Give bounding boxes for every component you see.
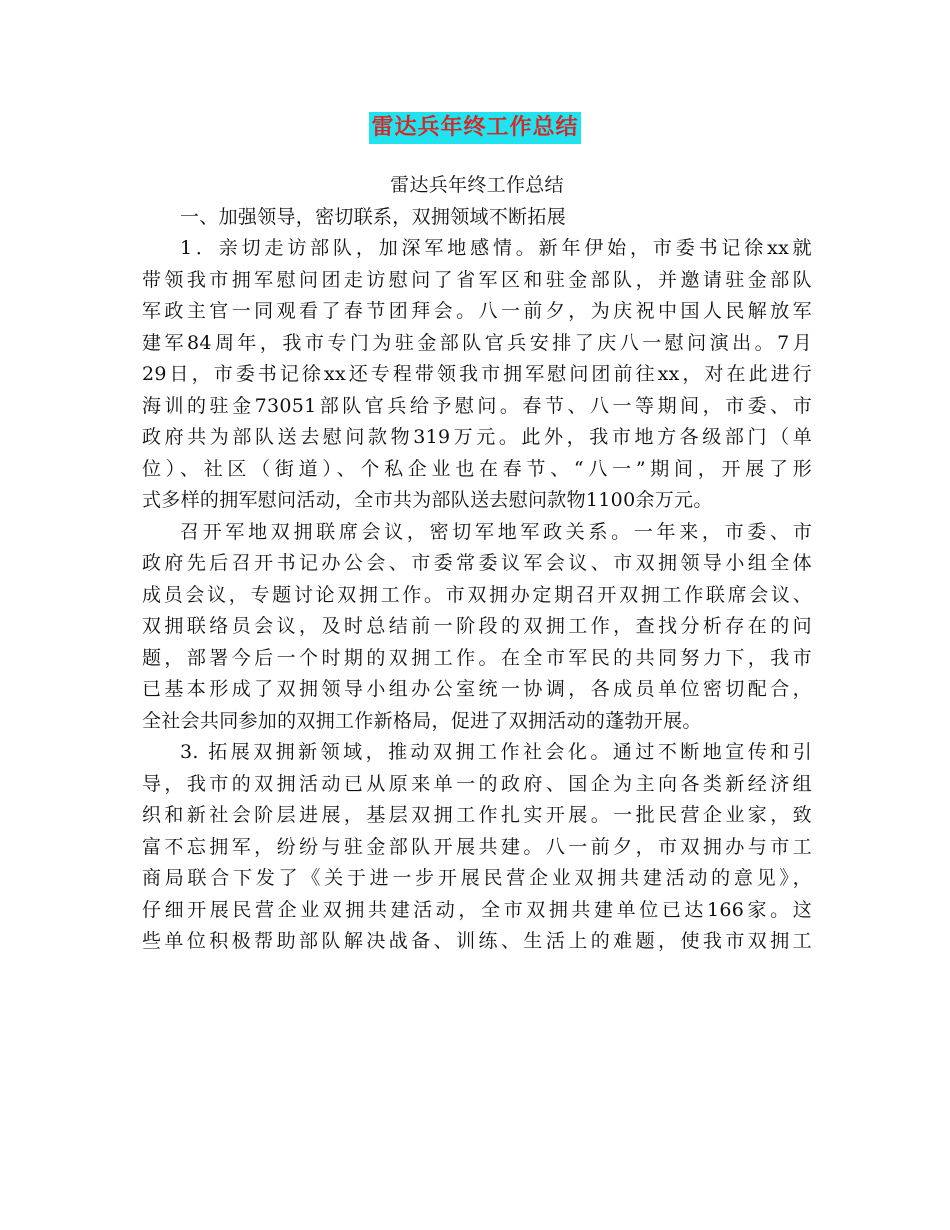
paragraph-line: 3. 拓展双拥新领域，推动双拥工作社会化。通过不断地宣传和引 (180, 741, 812, 763)
paragraph-line: 位）、社区（街道）、个私企业也在春节、“八一”期间，开展了形 (142, 457, 812, 480)
paragraph-line: 政府共为部队送去慰问款物319万元。此外，我市地方各级部门（单 (142, 426, 812, 448)
section-heading: 一、加强领导，密切联系，双拥领域不断拓展 (180, 205, 567, 228)
paragraph-line: 导，我市的双拥活动已从原来单一的政府、国企为主向各类新经济组 (142, 772, 812, 795)
paragraph-line: 成员会议，专题讨论双拥工作。市双拥办定期召开双拥工作联席会议、 (142, 583, 812, 606)
paragraph-line: 些单位积极帮助部队解决战备、训练、生活上的难题，使我市双拥工 (142, 930, 812, 952)
document-body (142, 170, 812, 958)
paragraph-line: 军政主官一同观看了春节团拜会。八一前夕，为庆祝中国人民解放军 (142, 300, 812, 322)
paragraph-line: 29日，市委书记徐xx还专程带领我市拥军慰问团前往xx，对在此进行 (142, 363, 812, 385)
paragraph-line: 商局联合下发了《关于进一步开展民营企业双拥共建活动的意见》， (142, 867, 812, 889)
paragraph-line: 海训的驻金73051部队官兵给予慰问。春节、八一等期间，市委、市 (142, 394, 812, 417)
paragraph-line: 仔细开展民营企业双拥共建活动，全市双拥共建单位已达166家。这 (142, 898, 812, 921)
document-title-wrap (0, 112, 950, 144)
paragraph-line: 题，部署今后一个时期的双拥工作。在全市军民的共同努力下，我市 (142, 646, 812, 669)
paragraph-line: 已基本形成了双拥领导小组办公室统一协调，各成员单位密切配合， (142, 678, 812, 700)
document-title: 雷达兵年终工作总结 (369, 112, 580, 144)
paragraph-line: 政府先后召开书记办公会、市委常委议军会议、市双拥领导小组全体 (142, 552, 812, 574)
paragraph-line: 式多样的拥军慰问活动，全市共为部队送去慰问款物1100余万元。 (142, 489, 713, 511)
document-subtitle: 雷达兵年终工作总结 (390, 174, 564, 196)
paragraph-line: 召开军地双拥联席会议，密切军地军政关系。一年来，市委、市 (180, 520, 812, 543)
paragraph-line: 全社会共同参加的双拥工作新格局，促进了双拥活动的蓬勃开展。 (142, 709, 702, 732)
paragraph-line: 建军84周年，我市专门为驻金部队官兵安排了庆八一慰问演出。7月 (142, 331, 812, 354)
paragraph-line: 1．亲切走访部队，加深军地感情。新年伊始，市委书记徐xx就 (180, 237, 812, 259)
paragraph-line: 织和新社会阶层进展，基层双拥工作扎实开展。一批民营企业家，致 (142, 804, 812, 826)
paragraph-line: 双拥联络员会议，及时总结前一阶段的双拥工作，查找分析存在的问 (142, 615, 812, 637)
paragraph-line: 带领我市拥军慰问团走访慰问了省军区和驻金部队，并邀请驻金部队 (142, 268, 812, 291)
paragraph-line: 富不忘拥军，纷纷与驻金部队开展共建。八一前夕，市双拥办与市工 (142, 835, 812, 858)
